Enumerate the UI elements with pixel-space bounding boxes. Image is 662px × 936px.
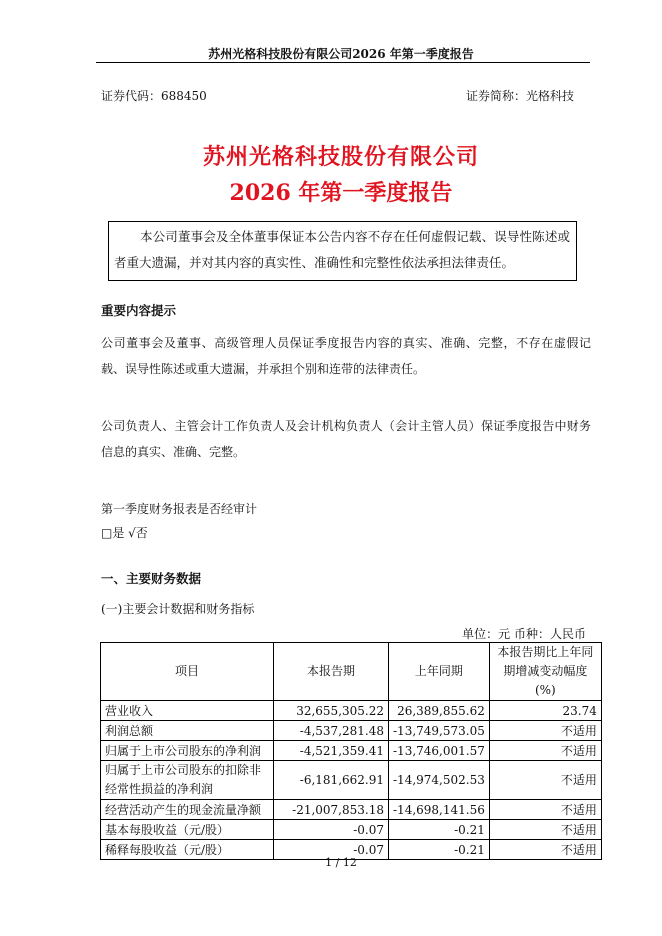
table-cell: -0.21	[389, 840, 490, 860]
table-cell: 不适用	[489, 761, 601, 800]
financial-data-table	[100, 642, 602, 860]
table-cell: 归属于上市公司股东的扣除非经常性损益的净利润	[101, 761, 274, 800]
table-cell: 不适用	[489, 721, 601, 741]
table-cell: -13,746,001.57	[389, 741, 490, 761]
table-cell: 32,655,305.22	[274, 701, 389, 721]
unit-label: 单位：元 币种：人民币	[462, 627, 586, 641]
table-cell: -4,521,359.41	[274, 741, 389, 761]
board-notice-text: 本公司董事会及全体董事保证本公告内容不存在任何虚假记载、误导性陈述或者重大遗漏，并对其内容的真实性、准确性和完整性依法承担法律责任。	[114, 229, 570, 270]
table-cell: -13,749,573.05	[389, 721, 490, 741]
table-row	[101, 820, 602, 840]
table-row	[101, 721, 602, 741]
board-notice-box	[108, 221, 577, 281]
important-paragraph-1: 公司董事会及董事、高级管理人员保证季度报告内容的真实、准确、完整，不存在虚假记载、误导性陈述或重大遗漏，并承担个别和连带的法律责任。	[101, 336, 591, 376]
table-cell: 基本每股收益（元/股）	[101, 820, 274, 840]
table-header-cell: 本报告期	[274, 643, 389, 701]
table-cell: 23.74	[489, 701, 601, 721]
audit-question: 第一季度财务报表是否经审计	[101, 502, 258, 516]
audit-options: □是 √否	[101, 526, 148, 540]
table-header-cell: 上年同期	[389, 643, 490, 701]
table-cell: -0.07	[274, 820, 389, 840]
table-cell: -4,537,281.48	[274, 721, 389, 741]
table-row	[101, 800, 602, 820]
important-paragraph-2: 公司负责人、主管会计工作负责人及会计机构负责人（会计主管人员）保证季度报告中财务信息的真实、准确、完整。	[101, 419, 591, 459]
table-cell: -14,698,141.56	[389, 800, 490, 820]
table-cell: 26,389,855.62	[389, 701, 490, 721]
subsection-heading: (一)主要会计数据和财务指标	[101, 602, 255, 616]
table-header-cell: 本报告期比上年同期增减变动幅度(%)	[489, 643, 601, 701]
table-cell: -14,974,502.53	[389, 761, 490, 800]
table-cell: 稀释每股收益（元/股）	[101, 840, 274, 860]
table-cell: 不适用	[489, 820, 601, 840]
table-cell: 归属于上市公司股东的净利润	[101, 741, 274, 761]
table-cell: 不适用	[489, 840, 601, 860]
table-cell: 营业收入	[101, 701, 274, 721]
table-row	[101, 701, 602, 721]
section-heading: 一、主要财务数据	[101, 571, 202, 586]
page-number: 1 / 12	[325, 856, 357, 869]
header-divider	[96, 62, 590, 63]
security-code: 证券代码：688450	[101, 89, 207, 103]
table-cell: 经营活动产生的现金流量净额	[101, 800, 274, 820]
report-title: 2026 年第一季度报告	[229, 180, 453, 206]
table-row	[101, 741, 602, 761]
table-cell: 不适用	[489, 741, 601, 761]
table-header-row	[101, 643, 602, 701]
table-cell: 不适用	[489, 800, 601, 820]
running-header: 苏州光格科技股份有限公司2026 年第一季度报告	[208, 47, 474, 61]
table-header-cell: 项目	[101, 643, 274, 701]
security-abbreviation: 证券简称：光格科技	[466, 89, 575, 103]
table-cell: -6,181,662.91	[274, 761, 389, 800]
important-heading: 重要内容提示	[101, 303, 177, 318]
table-cell: 利润总额	[101, 721, 274, 741]
table-cell: -0.21	[389, 820, 490, 840]
table-row	[101, 761, 602, 800]
company-title: 苏州光格科技股份有限公司	[202, 144, 479, 170]
table-cell: -21,007,853.18	[274, 800, 389, 820]
table-cell: -0.07	[274, 840, 389, 860]
